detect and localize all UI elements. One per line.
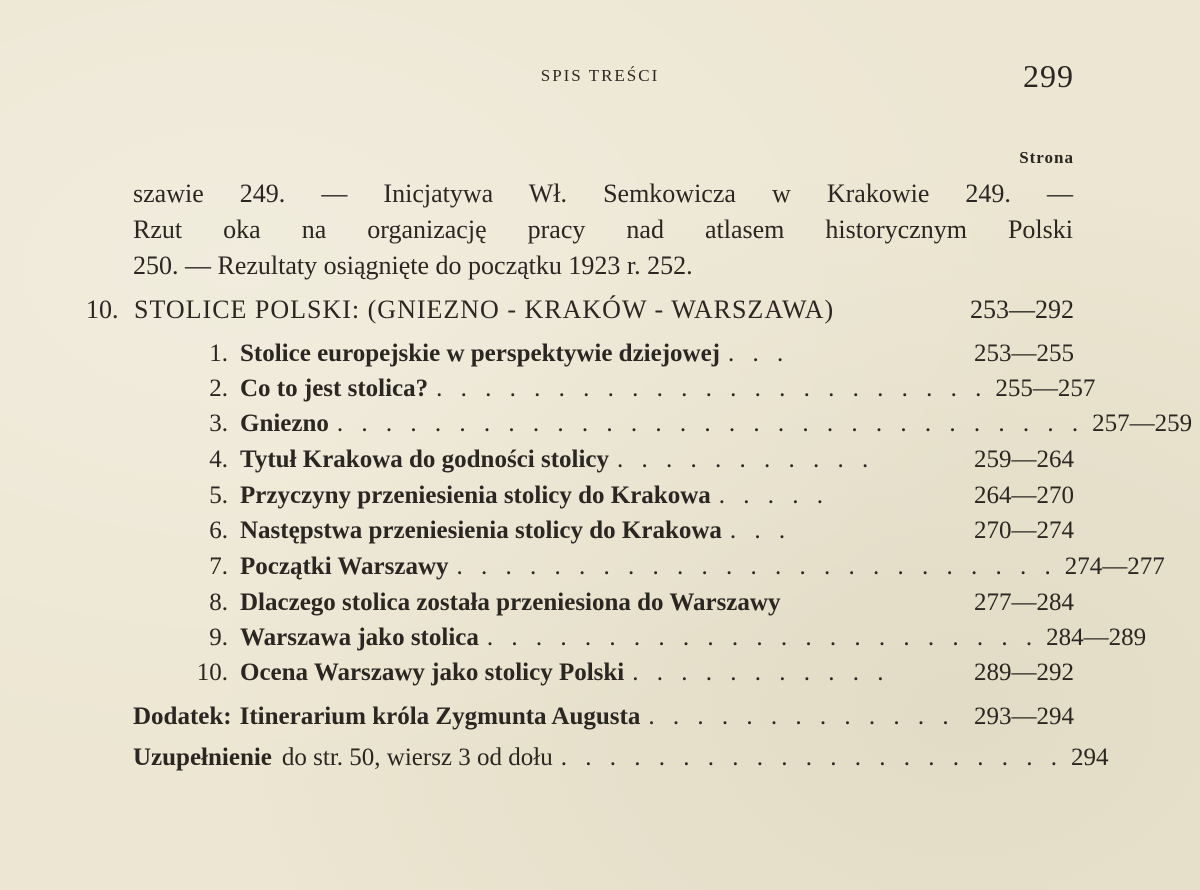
section-title: Dlaczego stolica została przeniesiona do Warszawy (240, 589, 781, 616)
section-pages: 289—292 (974, 659, 1074, 686)
toc-row (180, 659, 1074, 687)
uzupelnienie-entry (133, 744, 1109, 772)
dodatek-title: Itinerarium króla Zygmunta Augusta (239, 703, 641, 730)
leader-dots: . . . . . . . . . . . . . . . . . . . . . . . . . . . . . . . (336, 410, 1085, 437)
section-title: Co to jest stolica? (240, 375, 429, 402)
toc-row (180, 375, 1096, 403)
leader-dots: . . . (728, 340, 790, 367)
section-number: 6. (209, 517, 228, 544)
section-number: 3. (209, 410, 228, 437)
section-number: 9. (209, 624, 228, 651)
section-pages: 284—289 (1046, 624, 1147, 651)
leader-dots: . . . . . . . . . . . . . (648, 703, 955, 730)
chapter-title: STOLICE POLSKI: (GNIEZNO - KRAKÓW - WARSZAWA) (134, 295, 835, 324)
section-number: 1. (209, 340, 228, 367)
section-pages: 257—259 (1092, 410, 1193, 437)
section-pages: 255—257 (995, 375, 1096, 402)
section-title: Stolice europejskie w perspektywie dziejowej (240, 340, 721, 367)
toc-row (180, 517, 1074, 545)
dodatek-entry (133, 703, 1074, 731)
toc-row (180, 410, 1193, 438)
toc-row (180, 589, 1074, 617)
section-pages: 253—255 (974, 340, 1074, 367)
uzupelnienie-pages: 294 (1070, 744, 1109, 771)
leader-dots: . . . (729, 517, 792, 544)
running-head: SPIS TREŚCI (540, 66, 660, 85)
strona-label: Strona (1019, 148, 1074, 167)
leader-dots: . . . . . (718, 482, 830, 509)
section-title: Gniezno (240, 410, 329, 437)
uzupelnienie-text: do str. 50, wiersz 3 od dołu (281, 744, 553, 771)
toc-row (180, 340, 1074, 368)
dodatek-label: Dodatek: (133, 703, 232, 730)
leader-dots: . . . . . . . . . . . . . . . . . . . . . . . (436, 375, 988, 402)
section-pages: 277—284 (974, 589, 1074, 616)
leader-dots: . . . . . . . . . . . (632, 659, 890, 686)
section-number: 7. (209, 553, 228, 580)
toc-row (180, 482, 1074, 510)
leader-dots: . . . . . . . . . . . . . . . . . . . . . . . . . (456, 553, 1057, 580)
continuation-line: Rzut oka na organizację pracy nad atlasem historycznym Polski (133, 215, 1073, 244)
leader-dots: . . . . . . . . . . . . . . . . . . . . . (560, 744, 1063, 771)
leader-dots: . . . . . . . . . . . (617, 446, 875, 473)
chapter-pages: 253—292 (970, 295, 1074, 324)
toc-row (180, 624, 1147, 652)
dodatek-pages: 293—294 (974, 703, 1074, 730)
uzupelnienie-label: Uzupełnienie (133, 744, 272, 771)
section-number: 5. (209, 482, 228, 509)
continuation-text (133, 176, 1073, 284)
section-title: Następstwa przeniesienia stolicy do Krakowa (240, 517, 722, 544)
continuation-line: 250. — Rezultaty osiągnięte do początku 1923 r. 252. (133, 251, 693, 280)
section-number: 10. (196, 659, 228, 686)
page-number: 299 (1023, 58, 1074, 94)
section-number: 8. (209, 589, 228, 616)
section-title: Warszawa jako stolica (240, 624, 479, 651)
section-pages: 270—274 (974, 517, 1074, 544)
section-title: Przyczyny przeniesienia stolicy do Krakowa (240, 482, 711, 509)
section-pages: 259—264 (974, 446, 1074, 473)
section-pages: 274—277 (1064, 553, 1165, 580)
chapter-number: 10. (86, 295, 119, 324)
section-number: 2. (209, 375, 228, 402)
toc-row (180, 446, 1074, 474)
toc-row (180, 553, 1165, 581)
section-title: Tytuł Krakowa do godności stolicy (240, 446, 610, 473)
chapter-entry (86, 295, 1074, 325)
section-title: Ocena Warszawy jako stolicy Polski (240, 659, 625, 686)
section-number: 4. (209, 446, 228, 473)
section-title: Początki Warszawy (240, 553, 449, 580)
leader-dots: . . . . . . . . . . . . . . . . . . . . . . . (486, 624, 1039, 651)
section-pages: 264—270 (974, 482, 1074, 509)
continuation-line: szawie 249. — Inicjatywa Wł. Semkowicza w Krakowie 249. — (133, 179, 1073, 208)
